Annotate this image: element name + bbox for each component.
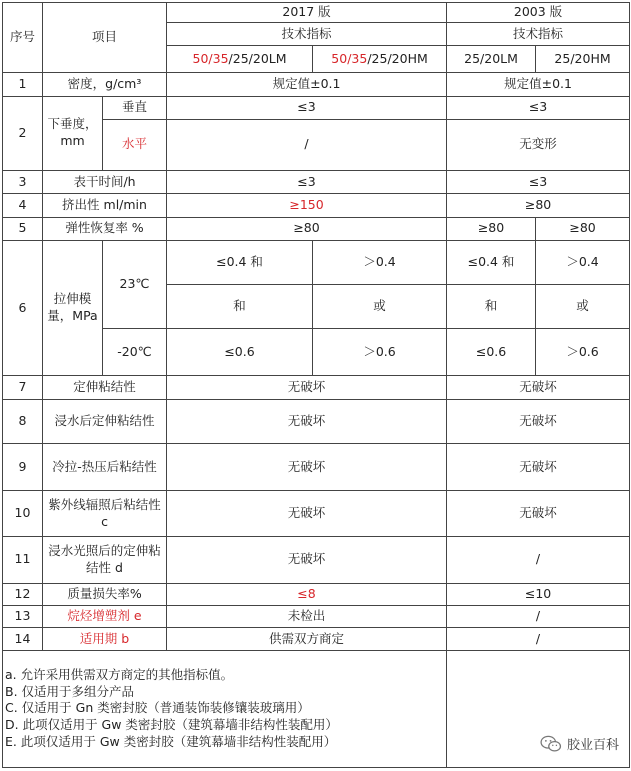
- value-2003: ≤3: [447, 96, 630, 119]
- row-item: 弹性恢复率 %: [43, 217, 167, 240]
- row-item: 适用期 b: [43, 628, 167, 650]
- footnote-a: a. 允许采用供需双方商定的其他指标值。: [5, 666, 234, 682]
- brand-name: 胶业百科: [566, 738, 619, 753]
- table-row: [3, 194, 630, 217]
- value-2003: ≤3: [447, 170, 630, 193]
- value-2017: 无破坏: [167, 444, 447, 491]
- row-item: 拉伸模量，MPa: [43, 240, 103, 375]
- header-tech-2017: 技术指标: [167, 23, 447, 45]
- value-2003: 无破坏: [447, 376, 630, 399]
- value-2017: ≥150: [167, 194, 447, 217]
- header-2017: 2017 版: [167, 3, 447, 23]
- row-item: 冷拉-热压后粘结性: [43, 444, 167, 491]
- footnote-b: B. 仅适用于多组分产品: [5, 683, 135, 699]
- row-subitem: 垂直: [103, 96, 167, 119]
- header-item: 项目: [43, 3, 167, 73]
- header-2003-hm: 25/20HM: [536, 45, 630, 72]
- value-2003-hm: ≥80: [536, 217, 630, 240]
- value-2003-lm: 和: [447, 284, 536, 329]
- value-2003: ≤10: [447, 583, 630, 605]
- row-no: 11: [3, 536, 43, 583]
- value-2017: ≤3: [167, 96, 447, 119]
- value-2017-hm: ＞0.6: [313, 329, 447, 376]
- footnote-e: E. 此项仅适用于 Gw 类密封胶（建筑幕墙非结构性装配用）: [5, 734, 337, 750]
- value-2017: 规定值±0.1: [167, 73, 447, 96]
- value-2003: /: [447, 628, 630, 650]
- row-subitem: 23℃: [103, 240, 167, 328]
- value-2003-lm: ≥80: [447, 217, 536, 240]
- header-2003: 2003 版: [447, 3, 630, 23]
- value-2003-lm: ≤0.6: [447, 329, 536, 376]
- row-no: 1: [3, 73, 43, 96]
- header-2017-hm: 50/35/25/20HM: [313, 45, 447, 72]
- value-2017-lm: ≤0.4 和: [167, 240, 313, 284]
- value-2017-hm: 或: [313, 284, 447, 329]
- row-no: 14: [3, 628, 43, 650]
- value-2003-lm: ≤0.4 和: [447, 240, 536, 284]
- table-row: [3, 73, 630, 96]
- value-2017: ≥80: [167, 217, 447, 240]
- table-row: [3, 217, 630, 240]
- footnote-d: D. 此项仅适用于 Gw 类密封胶（建筑幕墙非结构性装配用）: [5, 717, 338, 733]
- row-item: 下垂度，mm: [43, 96, 103, 170]
- value-2003-hm: ＞0.6: [536, 329, 630, 376]
- row-no: 12: [3, 583, 43, 605]
- table-row: [3, 491, 630, 537]
- row-item: 定伸粘结性: [43, 376, 167, 399]
- table-row: [3, 170, 630, 193]
- value-2017: ≤8: [167, 583, 447, 605]
- value-2017: /: [167, 119, 447, 170]
- row-no: 13: [3, 606, 43, 628]
- row-no: 5: [3, 217, 43, 240]
- row-no: 2: [3, 96, 43, 170]
- value-2017: 供需双方商定: [167, 628, 447, 650]
- row-no: 6: [3, 240, 43, 375]
- table-row: [3, 240, 630, 284]
- header-tech-2003: 技术指标: [447, 23, 630, 45]
- row-no: 9: [3, 444, 43, 491]
- value-2003: /: [447, 606, 630, 628]
- value-2017: 无破坏: [167, 536, 447, 583]
- row-no: 3: [3, 170, 43, 193]
- value-2003: ≥80: [447, 194, 630, 217]
- footnotes: [3, 650, 447, 767]
- value-2017-hm: ＞0.4: [313, 240, 447, 284]
- spec-table: [2, 2, 630, 768]
- row-item: 烷烃增塑剂 e: [43, 606, 167, 628]
- table-row: [3, 376, 630, 399]
- value-2003-hm: 或: [536, 284, 630, 329]
- value-2017: 无破坏: [167, 376, 447, 399]
- footnote-c: C. 仅适用于 Gn 类密封胶（普通装饰装修镶装玻璃用）: [5, 700, 310, 716]
- table-row: [3, 399, 630, 444]
- row-subitem: 水平: [103, 119, 167, 170]
- row-subitem: -20℃: [103, 329, 167, 376]
- value-2003: 无破坏: [447, 399, 630, 444]
- wechat-icon: [540, 735, 562, 753]
- row-item: 表干时间/h: [43, 170, 167, 193]
- table-row: [3, 628, 630, 650]
- value-2017-lm: 和: [167, 284, 313, 329]
- row-no: 7: [3, 376, 43, 399]
- header-2003-lm: 25/20LM: [447, 45, 536, 72]
- value-2017-lm: ≤0.6: [167, 329, 313, 376]
- row-no: 4: [3, 194, 43, 217]
- value-2003: 无破坏: [447, 491, 630, 537]
- row-no: 8: [3, 399, 43, 444]
- row-item: 浸水光照后的定伸粘结性 d: [43, 536, 167, 583]
- header-seq: 序号: [3, 3, 43, 73]
- table-row: [3, 536, 630, 583]
- table-row: [3, 444, 630, 491]
- value-2003: 规定值±0.1: [447, 73, 630, 96]
- row-item: 挤出性 ml/min: [43, 194, 167, 217]
- value-2017: 未检出: [167, 606, 447, 628]
- table-row: [3, 583, 630, 605]
- row-item: 浸水后定伸粘结性: [43, 399, 167, 444]
- brand-watermark: [540, 734, 619, 753]
- row-item: 紫外线辐照后粘结性 c: [43, 491, 167, 537]
- value-2017: 无破坏: [167, 491, 447, 537]
- header-2017-lm: 50/35/25/20LM: [167, 45, 313, 72]
- row-item: 密度，g/cm³: [43, 73, 167, 96]
- row-item: 质量损失率%: [43, 583, 167, 605]
- value-2003: 无变形: [447, 119, 630, 170]
- row-no: 10: [3, 491, 43, 537]
- value-2003-hm: ＞0.4: [536, 240, 630, 284]
- value-2003: /: [447, 536, 630, 583]
- value-2003: 无破坏: [447, 444, 630, 491]
- value-2017: ≤3: [167, 170, 447, 193]
- notes-row: [3, 650, 630, 767]
- table-row: [3, 606, 630, 628]
- table-row: [3, 96, 630, 119]
- value-2017: 无破坏: [167, 399, 447, 444]
